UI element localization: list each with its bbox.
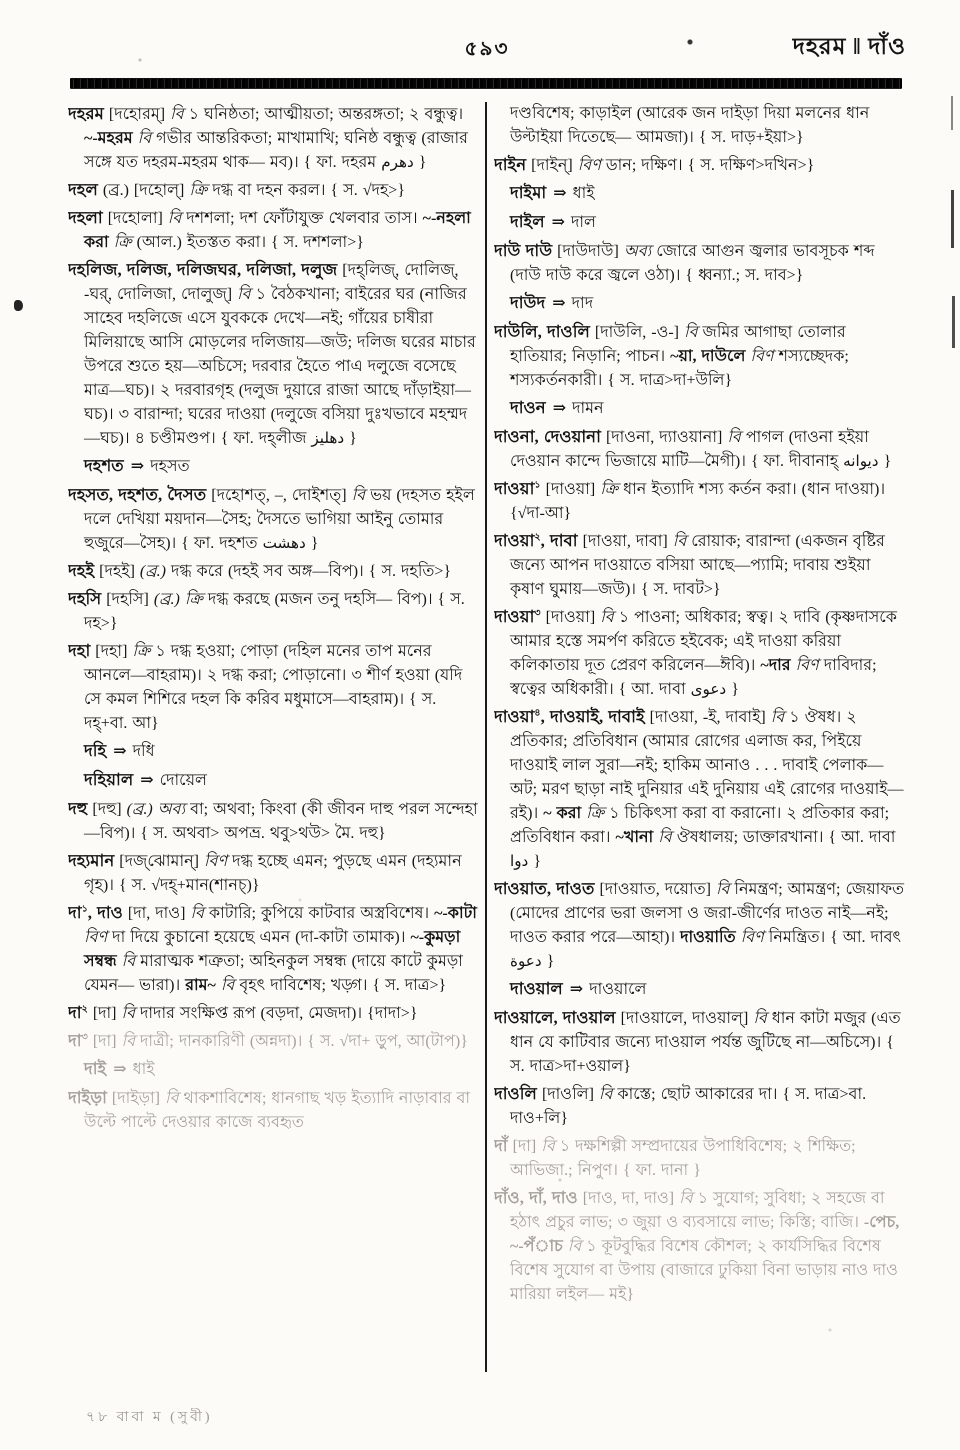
headword: দহলা [68, 208, 103, 227]
entry-text: ⇒ [553, 185, 566, 202]
headword: দহশত [84, 456, 124, 475]
entry-text: } [541, 953, 555, 970]
entry-dahashata-xref [68, 454, 478, 479]
entry-text: [দাওয়ালে, দাওয়াল্‌] [615, 1010, 754, 1027]
entry-text: পাগল (দাওনা হইয়া দেওয়ান কান্দে ভিজায়ে মাটি—মৈগী)। { ফা. দীবানাহ্‌ [510, 429, 869, 470]
entry-text: দোয়েল [159, 772, 207, 789]
column-divider [485, 102, 487, 1372]
entry-text: ১ ঔষধ। ২ প্রতিকার; প্রতিবিধান (আমার রোগের এলাজ কর, পিইয়ে দাওয়াই লাল সুরা—নই; হাকিম আনাও . . . দাবাই পেলাক— অট; মরণ ছাড়া নাই দুনিয়ার এই দুনিয়ায় এই রোগের দাওয়াই—রই)। [510, 709, 904, 822]
entry-text: দশশলা; দশ ফোঁটাযুক্ত খেলবার তাস। [181, 210, 423, 227]
entry-text: ৪ [534, 707, 541, 719]
entry-dahiyal-xref [68, 768, 478, 793]
entry-text: ধান কাটা মজুর (এত ধান যে কাটিবার জন্যে দাওয়াল পর্যন্ত জুটিছে না—অচিসে)। { স. দাত্র>দা+ওয়াল} [510, 1010, 901, 1075]
entry-text: ১ পাওনা; অধিকার; স্বত্ব। ২ দাবি (কৃষ্ণদাসকে আমার হস্তে সমর্পণ করিতে হইবেক; এই দাওয়া করিয়া কলিকাতায় দূত প্রেরণ করিলেন—ঈবি)। [510, 609, 897, 674]
entry-text: [দা] [507, 1138, 542, 1155]
entry-text: } [726, 681, 739, 698]
entry-text: দাওয়ালে [589, 981, 647, 998]
entry-text: ⇒ [551, 214, 564, 231]
entry-text: } [413, 154, 427, 171]
entry-text: [দা, দাও] [122, 905, 191, 922]
entry-text: ক্রি [132, 643, 151, 660]
entry-text: বা; অথবা; কিংবা (কী জীবন দাহু পরল সন্দেহা—বিপ)। { স. অথবা> অপভ্র. থবু>থউ> মৈ. দহু} [84, 801, 478, 842]
entry-text: বিণ [577, 157, 601, 174]
ink-blot [14, 300, 23, 311]
entry-text: ধান ইত্যাদি শস্য কর্তন করা। (ধান দাওয়া)। {√দা-আ} [510, 481, 886, 522]
entry-text: [দহা] [90, 643, 133, 660]
entry-daon-xref [494, 396, 906, 421]
entry-text: دهرم [381, 153, 414, 171]
headword: দাউদ [510, 293, 546, 312]
entry-text: [দহ্‌লিজ্‌, দোলিজ্‌, -ঘর্‌, দোলিজা, দোলুজ্‌] [84, 262, 459, 303]
entry-text: [দাইড়া] [106, 1090, 165, 1107]
entry-text: ~-মহরম [84, 130, 133, 147]
entry-text: অব্য [152, 801, 186, 818]
entry-text: دعوة [510, 952, 542, 970]
entry-text: ~দার [760, 657, 791, 674]
headword: দা [68, 1003, 82, 1022]
headword: দা [68, 1031, 82, 1050]
entry-text: (ব্র.) [139, 563, 166, 580]
entry-text: [দহু] [87, 801, 127, 818]
entry-daoat [494, 877, 906, 974]
headword: দাওয়ালে, দাওয়াল [494, 1008, 616, 1027]
entry-text: [দাও, দা, দাও] [577, 1190, 680, 1207]
dictionary-body [68, 102, 906, 1394]
entry-text: ديوانه [843, 452, 879, 470]
left-column [68, 102, 478, 1394]
entry-text: ১ ঘনিষ্ঠতা; আত্মীয়তা; অন্তরঙ্গতা; ২ বন্ধুত্ব। [183, 106, 464, 123]
right-column [494, 102, 906, 1394]
entry-text: ধাই [572, 185, 595, 202]
entry-text: ১ সুযোগ; সুবিধা; ২ সহজে বা হঠাৎ প্রচুর লাভ; ৩ জুয়া ও ব্যবসায়ে লাভ; কিস্তি; বাজি। [510, 1190, 885, 1231]
entry-text: দা দিয়ে কুচানো হয়েছে এমন (দা-কাটা তামাক)। [107, 929, 411, 946]
entry-text: বি [684, 324, 698, 341]
entry-daha [68, 639, 478, 736]
entry-text: دوا [510, 852, 529, 870]
entry-text: } [528, 853, 542, 870]
entry-text: বি [672, 533, 687, 550]
entry-text: বি [190, 905, 204, 922]
headword: দহল [68, 180, 98, 199]
entry-daoa-1 [494, 477, 906, 526]
entry-text: [দাওনা, দ্যাওয়ানা] [600, 429, 728, 446]
entry-text: বি [770, 709, 785, 726]
footer-signature: ৭৮ বাবা ম (সুবী) [86, 1410, 213, 1425]
entry-dahaliz [68, 258, 478, 451]
entry-text: ক্রি [189, 182, 208, 199]
entry-text: নিমন্ত্রণ; আমন্ত্রণ; জেয়াফত (মোদের প্রাণের ভরা জলসা ও জরা-জীর্ণের দাওত নাই—নই; দাওত করার পরে—আহা)। [510, 881, 905, 946]
entry-daoli [494, 1082, 906, 1131]
entry-text: [দজ্‌ঝোমান্‌] [114, 853, 204, 870]
entry-text: ~খানা [615, 829, 654, 846]
entry-text: [দহোলা] [102, 210, 168, 227]
entry-text: ⇒ [569, 981, 583, 998]
headword: দহিয়াল [84, 770, 134, 789]
entry-text: বি [121, 1033, 135, 1050]
entry-text: বি [727, 429, 741, 446]
entry-text: বিণ [84, 929, 108, 946]
entry-text: মারাত্মক শত্রুতা; অহিনকুল সম্বন্ধ (দায়ে কাটে কুমড়া যেমন— ভারা)। [84, 953, 463, 994]
entry-daoa-4 [494, 705, 906, 874]
entry-text: [দাওয়া, -ই, দাবাই] [644, 709, 771, 726]
headword: দা [68, 903, 82, 922]
entry-text: ঔষধালয়; ডাক্তারখানা। { আ. দাবা [671, 829, 896, 846]
entry-text: ১ দগ্ধ হওয়া; পোড়া (দহিল মনের তাপ মনের আনলে—বাহরাম)। ২ দগ্ধ করা; পোড়ানো। ৩ শীর্ণ হওয়া (যদি সে কমল শিশিরে দহল কি করিব মধুমাসে—বাহরাম)। { স. দহ্‌+বা. আ} [84, 643, 463, 732]
entry-dano [494, 1186, 906, 1307]
headword: দহু [68, 799, 88, 818]
entry-text: বি [600, 609, 614, 626]
entry-text: ~-কুমড়া সম্বন্ধ [84, 929, 461, 970]
entry-text: গভীর আন্তরিকতা; মাখামাখি; ঘনিষ্ঠ বন্ধুত্ব (রাজার সঙ্গে যত দহরম-মহরম থাক— মব)। { ফা. দহরম [84, 130, 468, 171]
entry-text: ২ [81, 1003, 88, 1015]
entry-text: ⇒ [140, 772, 153, 789]
entry-text: ১ [81, 903, 88, 915]
entry-text: দাদ [571, 295, 594, 312]
entry-text: বি [215, 977, 235, 994]
entry-text: ক্রি [179, 591, 203, 608]
headword: দাওয়া [494, 479, 535, 498]
entry-text: ক্রি [600, 481, 619, 498]
entry-text: দগ্ধ হচ্ছে এমন; পুড়ছে এমন (দহ্যমান গৃহ)। { স. √দহ্‌+মান(শানচ্)} [84, 853, 462, 894]
entry-daima-xref [494, 181, 906, 206]
entry-text: দাওয়াতি [680, 929, 736, 946]
entry-text: [দাওলি] [536, 1086, 599, 1103]
page-edge-mark [952, 296, 955, 348]
entry-dahasata [68, 483, 478, 556]
page-header [68, 34, 906, 72]
entry-text: ~-কাটা [434, 905, 477, 922]
entry-text: জোরে আগুন জ্বলার ভাবসূচক শব্দ (দাউ দাউ করে জ্বলে ওঠা)। { ধ্বন্যা.; স. দাব>} [510, 243, 875, 284]
entry-text: বি [237, 286, 251, 303]
entry-text: দগ্ধ বা দহন করল। { স. √দহ>} [207, 182, 405, 199]
headword: দহি [84, 741, 107, 760]
entry-da-3 [68, 1029, 478, 1054]
entry-text: বি [679, 1190, 693, 1207]
headword: দহই [68, 561, 95, 580]
running-head: দহরম ‖ দাঁও [792, 34, 906, 59]
entry-text: ৩ [81, 1031, 88, 1043]
entry-text: ক্রি [581, 805, 605, 822]
headword: দহসি [68, 589, 102, 608]
entry-text: [দাওয়াত, দয়োত] [594, 881, 716, 898]
entry-text: অব্য [623, 243, 652, 260]
entry-text: ১ চিকিৎসা করা বা করানো। ২ প্রতিকার করা; প্রতিবিধান করা। [510, 805, 890, 846]
headword: দাওলি [494, 1084, 537, 1103]
entry-text: [দা] [87, 1005, 122, 1022]
entry-text: [দাউলি, -ও-] [589, 324, 685, 341]
entry-dahala [68, 206, 478, 255]
entry-text: ক্রি [108, 234, 132, 251]
headword: দাইন [494, 155, 527, 174]
entry-text: [দাউদাউ] [552, 243, 624, 260]
headword: , দাওয়াই, দাবাই [540, 707, 645, 726]
entry-text: দাত্রী; দানকারিণী (অন্নদা)। { স. √দা+ ড়ুপ, আ(টাপ)} [135, 1033, 468, 1050]
entry-text: দহসত [150, 458, 190, 475]
entry-text: বিণ [203, 853, 228, 870]
page-number: ৫৯৩ [464, 38, 510, 60]
entry-dain [494, 153, 906, 178]
entry-text: দামন [572, 400, 604, 417]
page-edge-mark [951, 96, 953, 130]
entry-text: ধাই [132, 1061, 155, 1078]
headword: দাউ দাউ [494, 241, 553, 260]
entry-text: (আল.) ইতস্তত করা। { স. দশশলা>} [131, 234, 364, 251]
entry-text: দণ্ডবিশেষ; কাড়াইল (আরেক জন দাইড়া দিয়া মলনের ধান উল্টাইয়া দিতেছে— আমজা)। { স. দাড়+ইয়া>} [510, 105, 870, 146]
entry-text: [দাওয়া] [540, 481, 601, 498]
entry-text: [দা] [87, 1033, 122, 1050]
entry-text: বি [165, 1090, 179, 1107]
entry-daira-continuation [494, 102, 906, 150]
entry-text: বি [121, 1005, 135, 1022]
entry-text: বি [653, 829, 672, 846]
entry-text: ১ বৈঠকখানা; বাইরের ঘর (নাজির সাহেব দহলিজে এসে যুবককে দেখে—নই; গাঁয়ের চাষীরা মিলিয়াছে আসি মোড়লের দলিজায়—জউ; দলিজ ঘরের মাচার উপরে শুতে হয়—অচিসে; দরবার হৈতে পাএ দলুজে বসেছে মাত্র—ঘচ)। ২ দরবারগৃহ (দলুজ দুয়ারে রাজা আছে দাঁড়াইয়া—ঘচ)। ৩ বারান্দা; ঘরের দাওয়া (দলুজে বসিয়া দুঃখভাবে মহম্মদ—ঘচ)। ৪ চণ্ডীমণ্ডপ। { ফা. দহ্‌লীজ [84, 286, 476, 447]
entry-text: বি [715, 881, 730, 898]
entry-text: (ব্র.) [দহোল্‌] [97, 182, 190, 199]
entry-dau-dau [494, 239, 906, 288]
entry-da-1 [68, 901, 478, 998]
entry-text: } [305, 535, 319, 552]
entry-text: বি [753, 1010, 767, 1027]
entry-text: دهشت [262, 534, 306, 552]
entry-daoa-3 [494, 605, 906, 702]
headword: দাওন [510, 398, 546, 417]
entry-dan [494, 1134, 906, 1183]
headword: দাওয়া [494, 531, 535, 550]
entry-text: বিণ [790, 657, 819, 674]
entry-text: দগ্ধ করে (দহই সব অঙ্গ—বিপ)। { স. দহতি>} [165, 563, 452, 580]
entry-dail-xref [494, 210, 906, 235]
headword: দাওয়াত, দাওত [494, 879, 595, 898]
entry-text: ⇒ [113, 1061, 126, 1078]
entry-text: রাম~ [185, 977, 216, 994]
entry-text: ⇒ [552, 295, 565, 312]
entry-daoal-xref [494, 977, 906, 1002]
entry-text: [দাইন্‌] [526, 157, 578, 174]
entry-text: শস্যচ্ছেদক; শস্যকর্তনকারী। { স. দাত্র>দা+উলি} [510, 348, 849, 389]
headword: দাঁও, দাঁ, দাও [494, 1188, 578, 1207]
entry-text: কাটারি; কুপিয়ে কাটবার অস্ত্রবিশেষ। [203, 905, 435, 922]
headword: দাউলি, দাওলি [494, 322, 590, 341]
entry-text: বি [116, 953, 136, 970]
entry-text: [দহই] [94, 563, 140, 580]
headword: , দাও [87, 903, 123, 922]
entry-text: দাবিদার; স্বত্বের অধিকারী। { আ. দাবা [510, 657, 877, 698]
entry-daona [494, 425, 906, 474]
headword: , দাবা [540, 531, 578, 550]
entry-text: নিমন্ত্রিত। { আ. দাবৎ [763, 929, 902, 946]
headword: দাইমা [510, 183, 547, 202]
entry-text: دهليز [311, 429, 345, 447]
entry-text: ⇒ [113, 743, 126, 760]
entry-text: ১ [534, 479, 541, 491]
entry-dahai [68, 559, 478, 584]
entry-text: ~-নহলা করা [84, 210, 471, 251]
headword: দাওয়া [494, 607, 535, 626]
entry-text: ডান; দক্ষিণ। { স. দক্ষিণ>দখিন>} [600, 157, 815, 174]
entry-dauli [494, 320, 906, 393]
entry-text: ভয় (দহসত হইল দলে দেখিয়া ময়দান—সৈহ; দৈসতে ভাগিয়া আইনু তোমার হুজুরে—সৈহ)। { ফা. দহশত [84, 487, 475, 552]
entry-text: বি [541, 1138, 555, 1155]
entry-text: দধি [132, 743, 155, 760]
entry-text: [দহোশত্‌, –, দোইশত্‌] [206, 487, 352, 504]
entry-daoa-2 [494, 529, 906, 602]
headword: দহ্যমান [68, 851, 115, 870]
entry-dahasi [68, 587, 478, 636]
entry-text: ১ দক্ষশিল্পী সম্প্রদায়ের উপাধিবিশেষ; ২ শিক্ষিত; আভিজা.; নিপুণ। { ফা. দানা } [510, 1138, 856, 1179]
entry-text: ~ করা [543, 805, 582, 822]
entry-da-2 [68, 1001, 478, 1026]
headword: দহা [68, 641, 91, 660]
entry-daud-xref [494, 291, 906, 316]
entry-text: বিণ [745, 348, 774, 365]
entry-daharam [68, 102, 478, 175]
headword: দাঁ [494, 1136, 508, 1155]
entry-text: } [344, 430, 357, 447]
entry-text: দগ্ধ করছে (মজন তনু দহসি— বিপ)। { স. দহ>} [84, 591, 465, 632]
entry-text: [দহসি] [101, 591, 154, 608]
entry-text: বি [132, 130, 152, 147]
entry-dai-xref [68, 1057, 478, 1082]
entry-text: দাল [571, 214, 596, 231]
entry-text: বৃহৎ দাবিশেষ; খড়্গ। { স. দাত্র>} [234, 977, 447, 994]
headword: দাওয়াল [510, 979, 563, 998]
entry-text: রোয়াক; বারান্দা (একজন বৃষ্টির জন্যে আপন দাওয়াতে বসিয়া আছে—প্যামি; দাবায় শুইয়া কৃষাণ ঘুমায়—জউ)। { স. দাবট>} [510, 533, 885, 598]
entry-text: থাকশাবিশেষ; ধানগাছ খড় ইত্যাদি নাড়াবার বা উল্টে পাল্টে দেওয়ার কাজে ব্যবহৃত [84, 1090, 471, 1131]
headword: দাই [84, 1059, 107, 1078]
entry-text: دعوى [690, 680, 727, 698]
entry-text: ⇒ [130, 458, 144, 475]
entry-text: ⇒ [552, 400, 566, 417]
headword: দহসত, দহশত, দৈসত [68, 485, 207, 504]
headword: দহলিজ, দলিজ, দলিজঘর, দলিজা, দলুজ [68, 260, 338, 279]
entry-text: কাস্তে; ছোট আকারের দা। { স. দাত্র>বা. দাও+লি} [510, 1086, 867, 1127]
entry-text: ২ [534, 531, 541, 543]
entry-text: [দাওয়া] [540, 609, 601, 626]
headword: দাওয়া [494, 707, 535, 726]
entry-dahu [68, 797, 478, 846]
entry-text: } [878, 453, 892, 470]
entry-daira [68, 1086, 478, 1135]
page-edge-mark [951, 190, 954, 248]
header-rule [70, 78, 902, 89]
entry-text: বি [351, 487, 366, 504]
entry-dahi-xref [68, 739, 478, 764]
headword: দাইড়া [68, 1088, 107, 1107]
entry-text: [দাওয়া, দাবা] [577, 533, 673, 550]
entry-text: ১ কূটবুদ্ধির বিশেষ কৌশল; ২ কার্যসিদ্ধির বিশেষ বিশেষ সুযোগ বা উপায় (বাজারে ঢুকিয়া বিনা ভাড়ায় নাও দাও মারিয়া লইল— মই} [510, 1238, 898, 1303]
entry-text: (ব্র.) [126, 801, 153, 818]
entry-text: বি [170, 106, 184, 123]
headword: দাইল [510, 212, 545, 231]
headword: দাওনা, দেওয়ানা [494, 427, 601, 446]
entry-dahyaman [68, 849, 478, 898]
entry-dahal [68, 178, 478, 203]
entry-text: ~য়া, দাউলে [670, 348, 746, 365]
entry-text: -পেচ, ~-পঁাচ [510, 1214, 900, 1255]
entry-text: জমির আগাছা তোলার হাতিয়ার; নিড়ানি; পাচন। [510, 324, 846, 365]
entry-text: (ব্র.) [153, 591, 180, 608]
entry-text: বিণ [735, 929, 764, 946]
entry-text: বি [562, 1238, 582, 1255]
headword: দহরম [68, 104, 104, 123]
entry-text: দাদার সংক্ষিপ্ত রূপ (বড়দা, মেজদা)। {দাদা>} [135, 1005, 418, 1022]
entry-text: বি [598, 1086, 613, 1103]
entry-daoale [494, 1006, 906, 1079]
entry-text: বি [167, 210, 182, 227]
entry-text: [দহোরম্‌] [103, 106, 171, 123]
entry-text: ৩ [534, 607, 541, 619]
